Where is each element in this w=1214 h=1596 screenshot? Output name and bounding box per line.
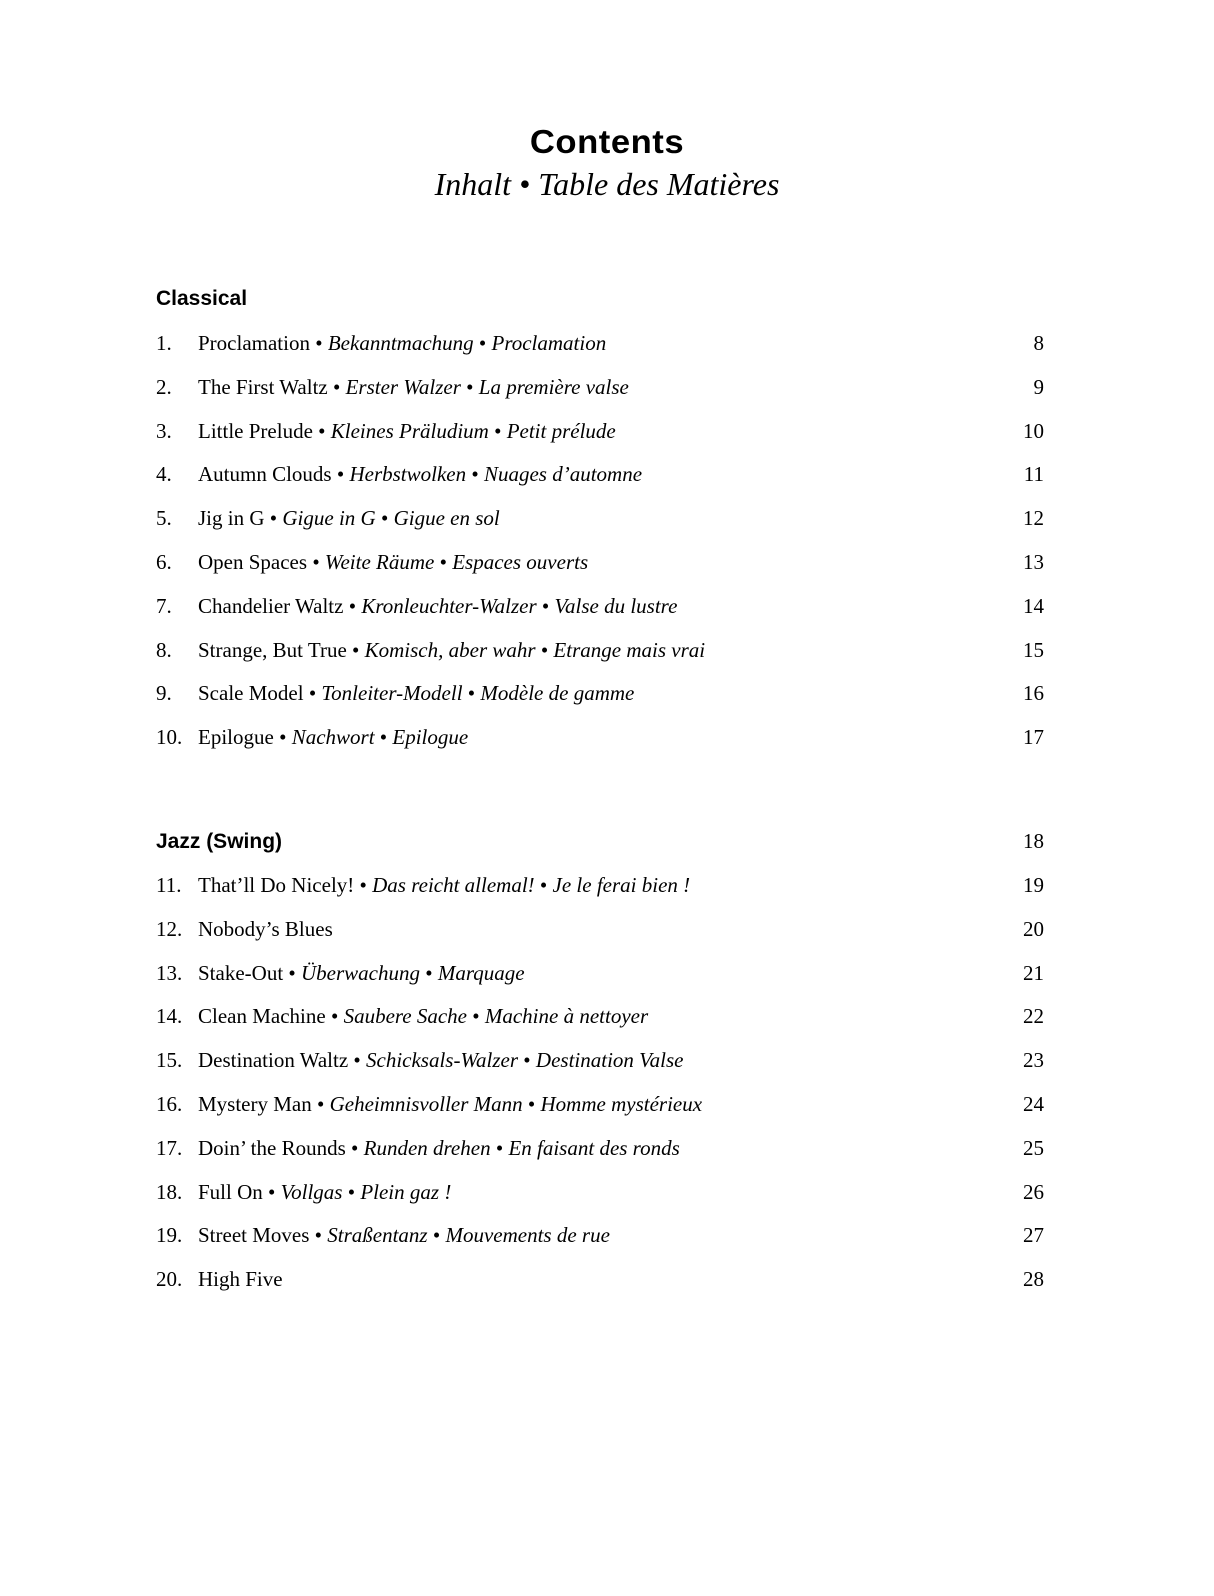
bullet-separator: •	[346, 637, 365, 662]
toc-entry	[156, 917, 1044, 961]
toc-entry	[156, 1267, 1044, 1311]
entry-page-number: 27	[1023, 1223, 1044, 1248]
entry-number: 18.	[156, 1179, 183, 1204]
section-classical	[156, 287, 1044, 769]
entry-page-number: 11	[1023, 462, 1044, 487]
entry-page-number: 26	[1023, 1179, 1044, 1204]
section-header	[156, 829, 1044, 873]
section-page: 18	[1023, 829, 1044, 853]
bullet-separator: •	[522, 1091, 541, 1116]
entry-page-number: 25	[1023, 1135, 1044, 1160]
entry-title-fr: Homme mystérieux	[540, 1091, 703, 1116]
entry-title-de: Kronleuchter-Walzer	[361, 593, 537, 618]
bullet-separator: •	[331, 462, 350, 487]
entry-page-number: 10	[1023, 418, 1044, 443]
toc-entry	[156, 594, 1044, 638]
bullet-separator: •	[467, 1004, 485, 1029]
entry-title-en: High Five	[198, 1267, 283, 1292]
entry-title-en: Mystery Man	[198, 1091, 312, 1116]
entry-title-de: Das reicht allemal!	[372, 873, 535, 897]
bullet-separator: •	[460, 374, 479, 399]
contents-header	[0, 122, 1214, 204]
bullet-separator: •	[325, 1004, 344, 1029]
entry-number: 6.	[156, 549, 172, 574]
entry-title-fr: Gigue en sol	[393, 506, 500, 531]
entry-title-en: Clean Machine	[198, 1004, 326, 1029]
bullet-separator: •	[462, 681, 481, 706]
toc-entry	[156, 550, 1044, 594]
entry-title-en: Autumn Clouds	[198, 462, 332, 487]
entry-page-number: 15	[1023, 637, 1044, 662]
entry-number: 4.	[156, 462, 172, 487]
bullet-separator: •	[434, 549, 453, 574]
entry-title-fr: Je le ferai bien !	[552, 873, 691, 897]
bullet-separator: •	[490, 1135, 509, 1160]
entry-title-fr: Valse du lustre	[554, 593, 678, 618]
bullet-separator: •	[303, 681, 322, 706]
entry-title-de: Straßentanz	[327, 1223, 428, 1248]
bullet-separator: •	[518, 1048, 536, 1073]
bullet-separator: •	[311, 1091, 330, 1116]
bullet-separator: •	[473, 331, 492, 355]
entry-page-number: 17	[1023, 725, 1044, 750]
entry-title-group	[156, 375, 629, 400]
entry-title-de: Weite Räume	[324, 549, 435, 574]
entry-title-en: That’ll Do Nicely!	[198, 873, 355, 897]
entry-page-number: 19	[1023, 873, 1044, 897]
entry-number: 10.	[156, 725, 183, 750]
toc-entry	[156, 331, 1044, 375]
entry-title-group	[156, 1267, 283, 1292]
entry-title-en: Scale Model	[198, 681, 304, 706]
entry-page-number: 8	[1033, 331, 1044, 355]
entry-title-group	[156, 550, 588, 575]
entry-page-number: 22	[1023, 1004, 1044, 1029]
entry-page-number: 12	[1023, 506, 1044, 531]
entry-number: 12.	[156, 916, 183, 941]
entry-title-de: Komisch, aber wahr	[364, 637, 536, 662]
toc-entry	[156, 462, 1044, 506]
bullet-separator: •	[427, 1223, 446, 1248]
toc-entry	[156, 506, 1044, 550]
toc-entry	[156, 1136, 1044, 1180]
entry-title-fr: Plein gaz !	[360, 1179, 452, 1204]
entry-title-fr: Modèle de gamme	[480, 681, 635, 706]
bullet-separator: •	[535, 637, 554, 662]
entry-title-group	[156, 1136, 680, 1161]
entry-title-group	[156, 917, 333, 942]
entry-list	[156, 331, 1044, 769]
entry-title-en: Full On	[198, 1179, 263, 1204]
section-title: Jazz (Swing)	[156, 830, 283, 853]
bullet-separator: •	[374, 725, 393, 750]
toc-entry	[156, 873, 1044, 917]
entry-title-de: Geheimnisvoller Mann	[329, 1091, 523, 1116]
entry-title-fr: La première valse	[478, 374, 629, 399]
entry-number: 15.	[156, 1048, 183, 1073]
entry-title-en: Street Moves	[198, 1223, 310, 1248]
entry-title-fr: Epilogue	[392, 725, 469, 750]
bullet-separator: •	[348, 1048, 366, 1073]
entry-title-en: Chandelier Waltz	[198, 593, 344, 618]
toc-entry	[156, 419, 1044, 463]
entry-title-group	[156, 681, 634, 706]
entry-title-fr: Petit prélude	[506, 418, 616, 443]
entry-number: 11.	[156, 873, 182, 897]
entry-title-en: Proclamation	[198, 331, 310, 355]
bullet-separator: •	[312, 418, 331, 443]
bullet-separator: •	[262, 1179, 281, 1204]
entry-title-en: The First Waltz	[198, 374, 328, 399]
entry-title-de: Runden drehen	[363, 1135, 491, 1160]
entry-number: 5.	[156, 506, 172, 531]
entry-page-number: 9	[1033, 374, 1044, 399]
entry-number: 13.	[156, 960, 183, 985]
entry-title-en: Stake-Out	[198, 960, 284, 985]
entry-title-de: Saubere Sache	[343, 1004, 467, 1029]
entry-title-group	[156, 1048, 683, 1073]
toc-entry	[156, 1004, 1044, 1048]
toc-entry	[156, 1092, 1044, 1136]
entry-title-en: Little Prelude	[198, 418, 313, 443]
entry-title-group	[156, 1223, 610, 1248]
toc-entry	[156, 1048, 1044, 1092]
entry-title-en: Doin’ the Rounds	[198, 1135, 346, 1160]
bullet-separator: •	[307, 549, 325, 574]
entry-title-en: Open Spaces	[198, 549, 308, 574]
entry-title-fr: En faisant des ronds	[508, 1135, 680, 1160]
entry-title-group	[156, 594, 677, 619]
entry-title-en: Jig in G	[198, 506, 265, 531]
bullet-separator: •	[309, 1223, 328, 1248]
entry-title-de: Überwachung	[301, 960, 421, 985]
bullet-separator: •	[534, 873, 553, 897]
entry-title-group	[156, 462, 642, 487]
entry-title-de: Nachwort	[291, 725, 375, 750]
page-subtitle: Inhalt • Table des Matières	[434, 166, 780, 202]
entry-title-de: Bekanntmachung	[327, 331, 474, 355]
entry-title-en: Destination Waltz	[198, 1048, 349, 1073]
entry-title-group	[156, 873, 690, 898]
bullet-separator: •	[375, 506, 394, 531]
bullet-separator: •	[420, 960, 438, 985]
entry-title-fr: Etrange mais vrai	[553, 637, 706, 662]
entry-title-fr: Proclamation	[491, 331, 607, 355]
entry-number: 2.	[156, 374, 172, 399]
entry-page-number: 24	[1023, 1091, 1044, 1116]
entry-number: 3.	[156, 418, 172, 443]
toc-entry	[156, 1180, 1044, 1224]
entry-page-number: 16	[1023, 681, 1044, 706]
bullet-separator: •	[342, 1179, 361, 1204]
entry-title-de: Tonleiter-Modell	[321, 681, 463, 706]
entry-title-group	[156, 506, 500, 531]
bullet-separator: •	[309, 331, 328, 355]
entry-page-number: 14	[1023, 593, 1044, 618]
bullet-separator: •	[273, 725, 292, 750]
toc-entry	[156, 961, 1044, 1005]
entry-title-fr: Machine à nettoyer	[484, 1004, 649, 1029]
entry-number: 20.	[156, 1267, 183, 1292]
entry-title-fr: Marquage	[437, 960, 525, 985]
bullet-separator: •	[343, 593, 362, 618]
entry-title-de: Kleines Präludium	[330, 418, 489, 443]
bullet-separator: •	[466, 462, 484, 487]
entry-page-number: 23	[1023, 1048, 1044, 1073]
section-jazz-swing	[156, 829, 1044, 1311]
entry-title-group	[156, 1180, 451, 1205]
entry-number: 14.	[156, 1004, 183, 1029]
entry-page-number: 13	[1023, 549, 1044, 574]
entry-title-de: Gigue in G	[282, 506, 376, 531]
entry-title-group	[156, 331, 606, 356]
bullet-separator: •	[264, 506, 283, 531]
entry-title-group	[156, 725, 468, 750]
entry-page-number: 20	[1023, 916, 1044, 941]
entry-number: 17.	[156, 1135, 183, 1160]
entry-title-de: Herbstwolken	[349, 462, 467, 487]
bullet-separator: •	[354, 873, 373, 897]
bullet-separator: •	[488, 418, 507, 443]
entry-title-de: Vollgas	[280, 1179, 343, 1204]
bullet-separator: •	[283, 960, 302, 985]
entry-title-group	[156, 961, 525, 986]
section-header	[156, 287, 1044, 331]
bullet-separator: •	[345, 1135, 364, 1160]
entry-title-fr: Mouvements de rue	[445, 1223, 610, 1248]
entry-number: 19.	[156, 1223, 183, 1248]
entry-title-fr: Espaces ouverts	[452, 549, 589, 574]
entry-number: 7.	[156, 593, 172, 618]
entry-title-group	[156, 419, 616, 444]
page-title: Contents	[529, 123, 685, 160]
entry-title-en: Strange, But True	[198, 637, 347, 662]
entry-number: 8.	[156, 637, 172, 662]
toc-entry	[156, 681, 1044, 725]
entry-title-fr: Destination Valse	[535, 1048, 684, 1073]
toc-entry	[156, 1223, 1044, 1267]
entry-list	[156, 873, 1044, 1311]
entry-page-number: 21	[1023, 960, 1044, 985]
entry-title-en: Epilogue	[198, 725, 274, 750]
entry-title-de: Erster Walzer	[345, 374, 461, 399]
bullet-separator: •	[536, 593, 555, 618]
section-title: Classical	[156, 287, 248, 310]
entry-title-group	[156, 638, 705, 663]
entry-title-group	[156, 1092, 702, 1117]
entry-title-de: Schicksals-Walzer	[366, 1048, 519, 1073]
bullet-separator: •	[327, 374, 346, 399]
entry-page-number: 28	[1023, 1267, 1044, 1292]
entry-title-en: Nobody’s Blues	[198, 916, 333, 941]
toc-entry	[156, 638, 1044, 682]
entry-number: 1.	[156, 331, 172, 355]
toc-entry	[156, 375, 1044, 419]
entry-title-group	[156, 1004, 648, 1029]
toc-entry	[156, 725, 1044, 769]
entry-title-fr: Nuages d’automne	[483, 462, 643, 487]
entry-number: 9.	[156, 681, 172, 706]
entry-number: 16.	[156, 1091, 183, 1116]
